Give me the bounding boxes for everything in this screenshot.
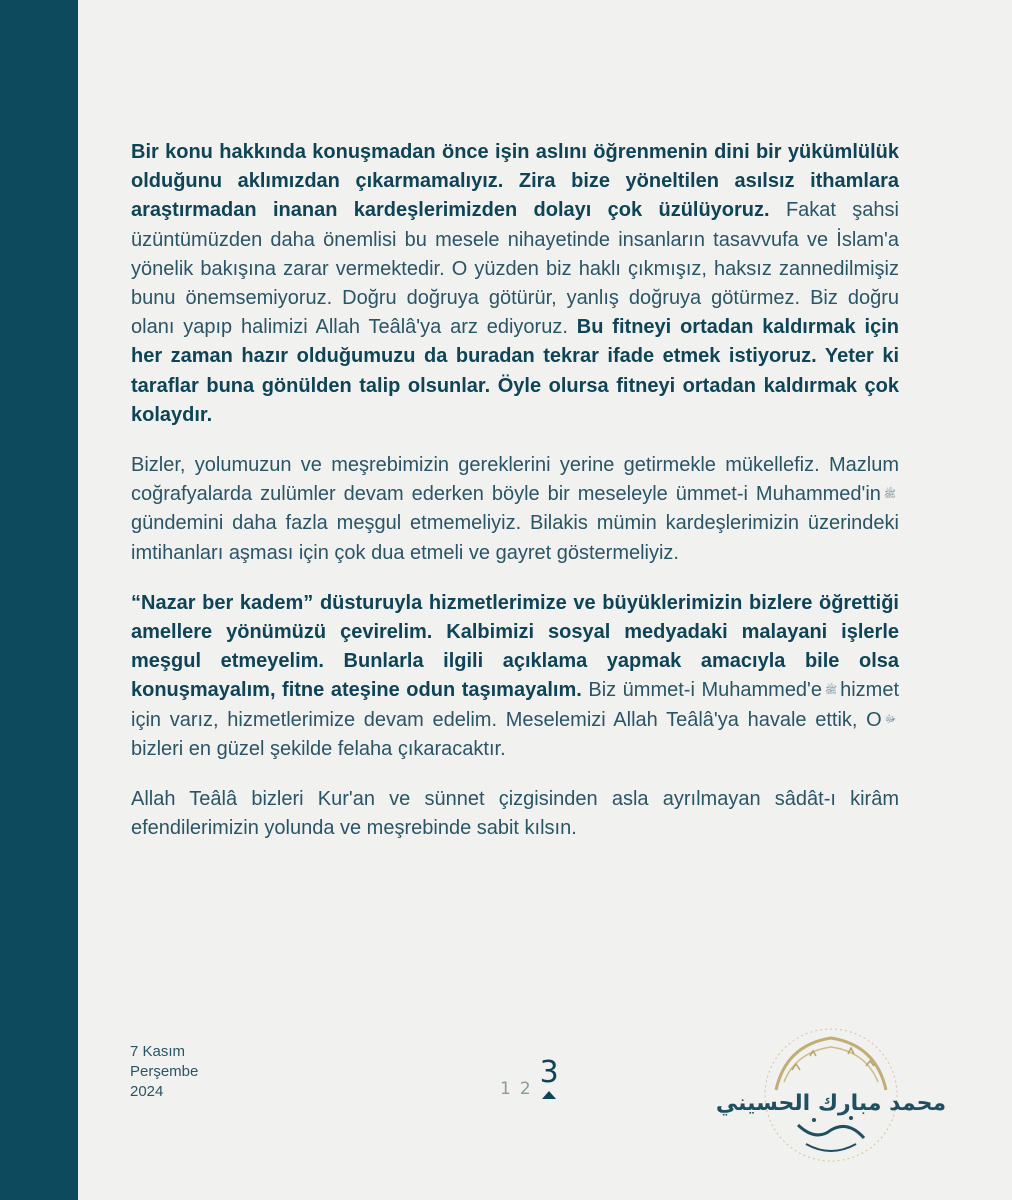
- text-segment: Allah Teâlâ bizleri Kur'an ve sünnet çizgisinden asla ayrılmayan sâdât-ı kirâm efendilerimizin yolunda ve meşrebinde sabit kılsın.: [131, 788, 899, 840]
- honorific-glyph-icon: ﷺ: [825, 685, 838, 697]
- honorific-glyph-icon: ﷻ: [884, 714, 896, 726]
- honorific-glyph-icon: ﷺ: [883, 488, 896, 500]
- date-weekday: Perşembe: [130, 1063, 199, 1080]
- text-segment: Biz ümmet-i Muhammed'e: [581, 679, 823, 702]
- current-page-number: 3: [539, 1055, 559, 1090]
- text-segment: bizleri en güzel şekilde felaha çıkaracaktır.: [131, 737, 506, 760]
- bold-text-segment: “Nazar ber kadem” düsturuyla hizmetlerimize ve büyüklerimizin bizlere öğrettiği amellere yönümüzü çevirelim. Kalbimizi sosyal medyadaki malayani işlerle meşgul etmeyelim. Bunlarla ilgili açıklama yapmak amacıyla bile olsa konuşmayalım, fitne ateşine odun taşımayalım.: [131, 591, 899, 702]
- page-2-link[interactable]: 2: [519, 1079, 531, 1099]
- paragraph-1: [131, 138, 899, 430]
- bold-text-segment: Bir konu hakkında konuşmadan önce işin aslını öğrenmenin dini bir yükümlülük olduğunu aklımızdan çıkarmamalıyız. Zira bize yöneltilen asılsız ithamlara araştırmadan inanan kardeşlerimizden dolayı çok üzülüyoruz.: [131, 141, 899, 222]
- calligraphy-seal-icon: [715, 1020, 947, 1170]
- current-page-indicator-icon: [542, 1091, 556, 1099]
- seal-inner-text: محمد مبارك الحسيني: [715, 1091, 947, 1116]
- date-block: [130, 1042, 198, 1102]
- pagination: [500, 1055, 559, 1099]
- paragraph-3: [131, 589, 899, 764]
- text-segment: hizmet için varız, hizmetlerimize devam edelim. Meselemizi Allah Teâlâ'ya havale ettik, O: [131, 679, 900, 731]
- date-year: 2024: [130, 1083, 164, 1100]
- text-segment: gündemini daha fazla meşgul etmemeliyiz. Bilakis mümin kardeşlerimizin üzerindeki imtihanları aşması için çok dua etmeli ve gayret göstermeliyiz.: [131, 512, 899, 564]
- letter-body: [131, 138, 899, 864]
- date-day: 7 Kasım: [130, 1043, 186, 1060]
- text-segment: Fakat şahsi üzüntümüzden daha önemlisi bu mesele nihayetinde insanların tasavvufa ve İslam'a yönelik bakışına zarar vermektedir. O yüzden biz haklı çıkmışız, haksız zannedilmişiz bunu önemsemiyoruz. Doğru doğruya götürür, yanlış doğruya götürmez. Biz doğru olanı yapıp halimizi Allah Teâlâ'ya arz ediyoruz.: [131, 199, 900, 339]
- paragraph-2: [131, 451, 899, 568]
- paragraph-4: [131, 785, 899, 843]
- text-segment: Bizler, yolumuzun ve meşrebimizin gereklerini yerine getirmekle mükellefiz. Mazlum coğrafyalarda zulümler devam ederken böyle bir meseleyle ümmet-i Muhammed'in: [131, 454, 899, 506]
- left-accent-bar: [0, 0, 78, 1200]
- bold-text-segment: Bu fitneyi ortadan kaldırmak için her zaman hazır olduğumuzu da buradan tekrar ifade etmek istiyoruz. Yeter ki taraflar buna gönülden talip olsunlar. Öyle olursa fitneyi ortadan kaldırmak çok kolaydır.: [131, 316, 900, 426]
- page-3-current[interactable]: [539, 1055, 559, 1099]
- page-1-link[interactable]: 1: [500, 1079, 511, 1099]
